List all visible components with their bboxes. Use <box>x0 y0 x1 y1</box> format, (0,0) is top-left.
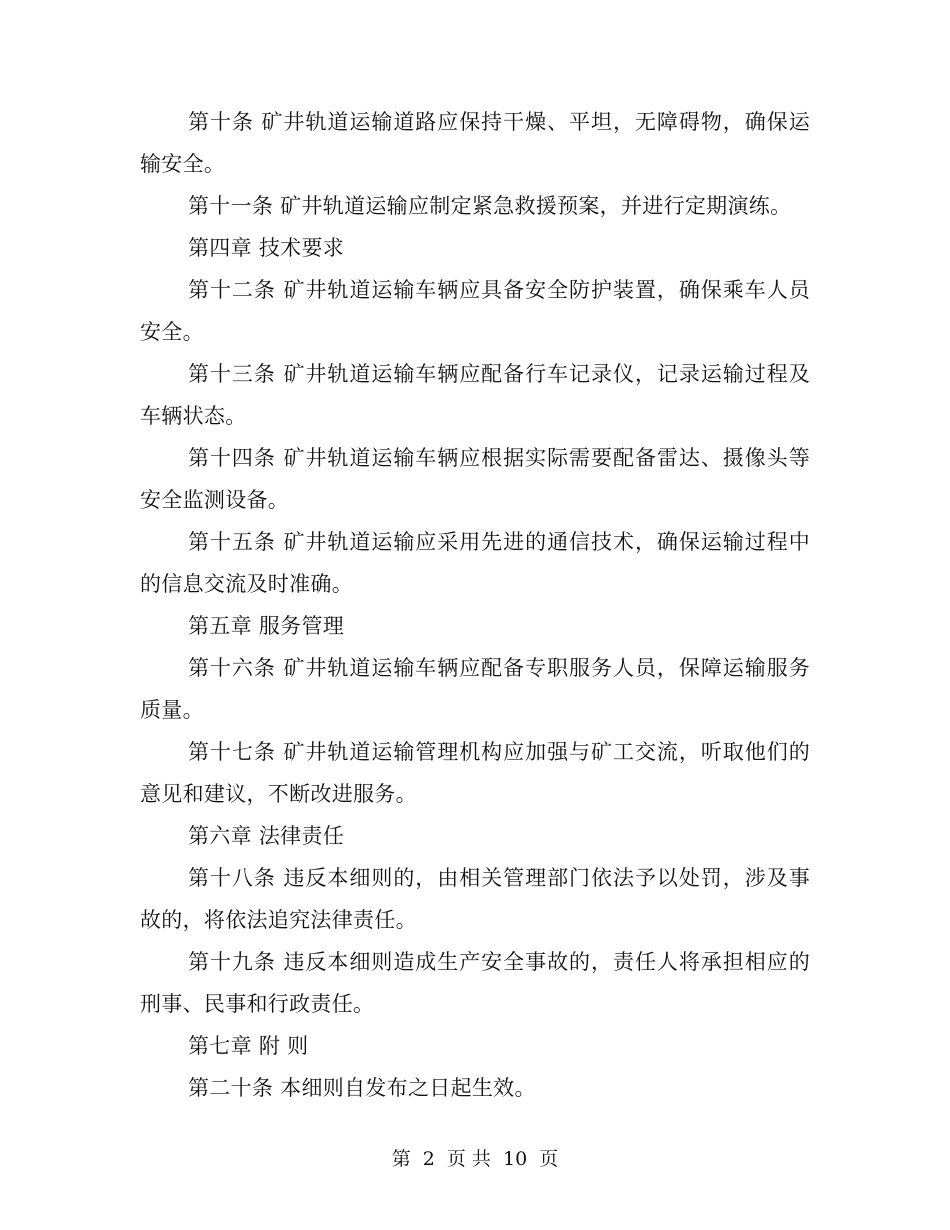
article-17: 第十七条 矿井轨道运输管理机构应加强与矿工交流，听取他们的意见和建议，不断改进服务。 <box>140 740 810 806</box>
article-18: 第十八条 违反本细则的，由相关管理部门依法予以处罚，涉及事故的，将依法追究法律责任。 <box>140 866 810 932</box>
document-body <box>140 101 810 1109</box>
article-11: 第十一条 矿井轨道运输应制定紧急救援预案，并进行定期演练。 <box>188 194 792 218</box>
chapter-6-heading: 第六章 法律责任 <box>188 824 345 848</box>
article-14: 第十四条 矿井轨道运输车辆应根据实际需要配备雷达、摄像头等安全监测设备。 <box>140 446 810 512</box>
article-16: 第十六条 矿井轨道运输车辆应配备专职服务人员，保障运输服务质量。 <box>140 656 810 722</box>
footer-total-pages: 10 <box>503 1148 528 1170</box>
page-footer <box>0 1144 950 1174</box>
article-10: 第十条 矿井轨道运输道路应保持干燥、平坦，无障碍物，确保运输安全。 <box>140 110 810 176</box>
footer-suffix: 页 <box>539 1148 559 1170</box>
article-13: 第十三条 矿井轨道运输车辆应配备行车记录仪，记录运输过程及车辆状态。 <box>140 362 810 428</box>
chapter-5-heading: 第五章 服务管理 <box>188 614 345 638</box>
article-15: 第十五条 矿井轨道运输应采用先进的通信技术，确保运输过程中的信息交流及时准确。 <box>140 530 810 596</box>
footer-prefix: 第 <box>391 1148 411 1170</box>
article-20: 第二十条 本细则自发布之日起生效。 <box>188 1076 536 1100</box>
footer-middle: 页 共 <box>446 1148 491 1170</box>
chapter-4-heading: 第四章 技术要求 <box>188 236 345 260</box>
chapter-7-heading: 第七章 附 则 <box>188 1034 309 1058</box>
article-12: 第十二条 矿井轨道运输车辆应具备安全防护装置，确保乘车人员安全。 <box>140 278 810 344</box>
article-19: 第十九条 违反本细则造成生产安全事故的，责任人将承担相应的刑事、民事和行政责任。 <box>140 950 810 1016</box>
footer-page-number: 2 <box>422 1148 435 1170</box>
